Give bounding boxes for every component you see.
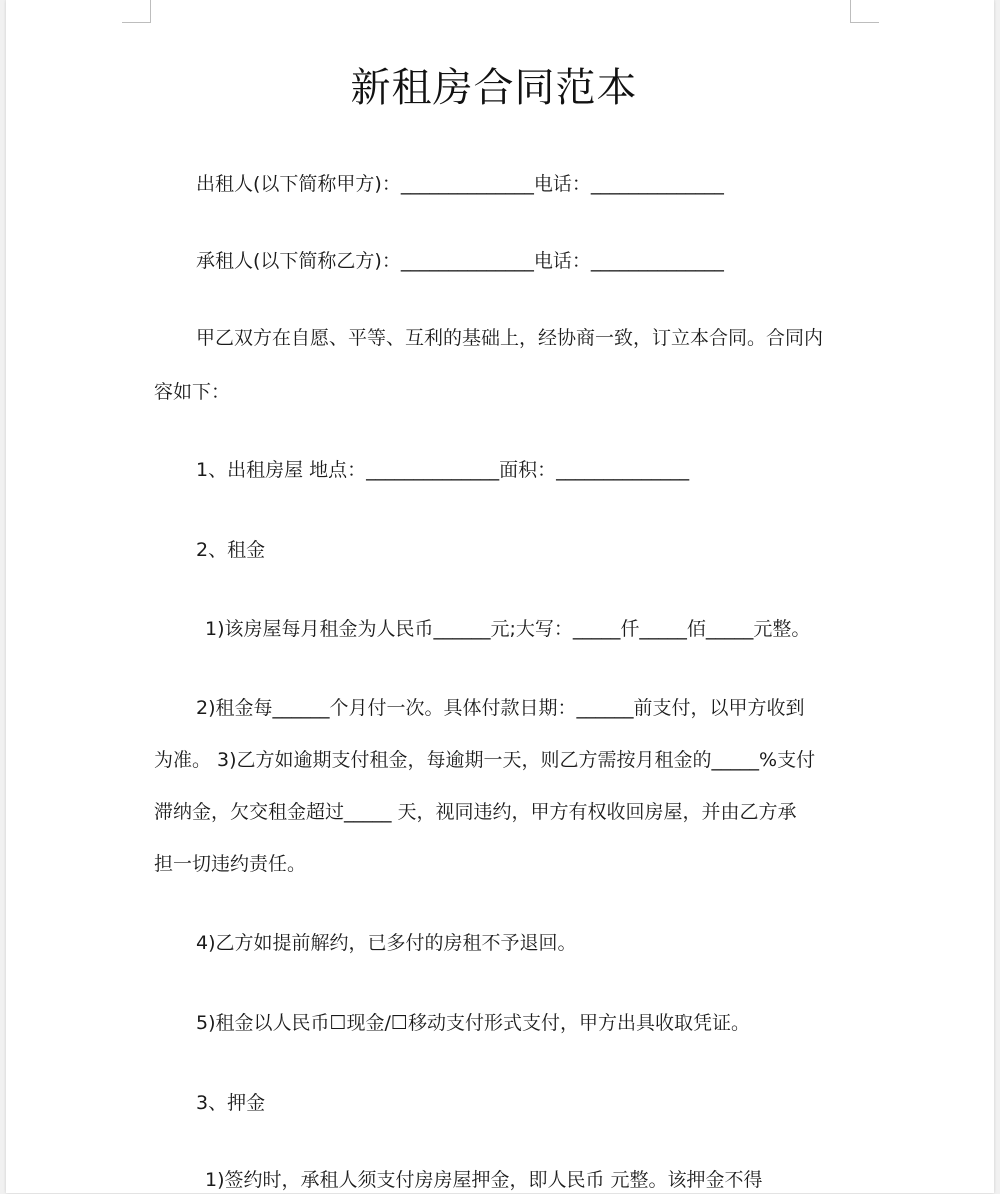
rent-clause-2-line-1: 2)租金每______个月付一次。具体付款日期：______前支付，以甲方收到 — [196, 697, 805, 719]
rent-clause-2-line-3: 滞纳金，欠交租金超过_____ 天，视同违约，甲方有权收回房屋，并由乙方承 — [154, 801, 797, 823]
document-title: 新租房合同范本 — [350, 65, 638, 111]
deposit-clause-1: 1)签约时，承租人须支付房房屋押金，即人民币 元整。该押金不得 — [205, 1169, 763, 1191]
rent-clause-1: 1)该房屋每月租金为人民币______元;大写：_____仟_____佰_____元整。 — [205, 618, 811, 640]
rent-clause-2-line-4: 担一切违约责任。 — [154, 853, 307, 875]
intro-line-1: 甲乙双方在自愿、平等、互利的基础上，经协商一致，订立本合同。合同内 — [196, 327, 824, 349]
intro-line-2: 容如下： — [154, 381, 231, 403]
rent-clause-4: 4)乙方如提前解约，已多付的房租不予退回。 — [196, 932, 577, 954]
rent-clause-2-line-2: 为准。 3)乙方如逾期支付租金，每逾期一天，则乙方需按月租金的_____%支付 — [154, 749, 816, 771]
landlord-line: 出租人(以下简称甲方)：______________电话：______________ — [196, 173, 724, 195]
margin-corner-top-left — [122, 0, 151, 23]
section-2-heading: 2、租金 — [196, 539, 266, 561]
rent-clause-5: 5)租金以人民币☐现金/☐移动支付形式支付，甲方出具收取凭证。 — [196, 1012, 750, 1034]
section-1-line: 1、出租房屋 地点：______________面积：______________ — [196, 459, 690, 481]
section-3-heading: 3、押金 — [196, 1092, 266, 1114]
tenant-line: 承租人(以下简称乙方)：______________电话：______________ — [196, 250, 724, 272]
margin-corner-top-right — [850, 0, 879, 23]
